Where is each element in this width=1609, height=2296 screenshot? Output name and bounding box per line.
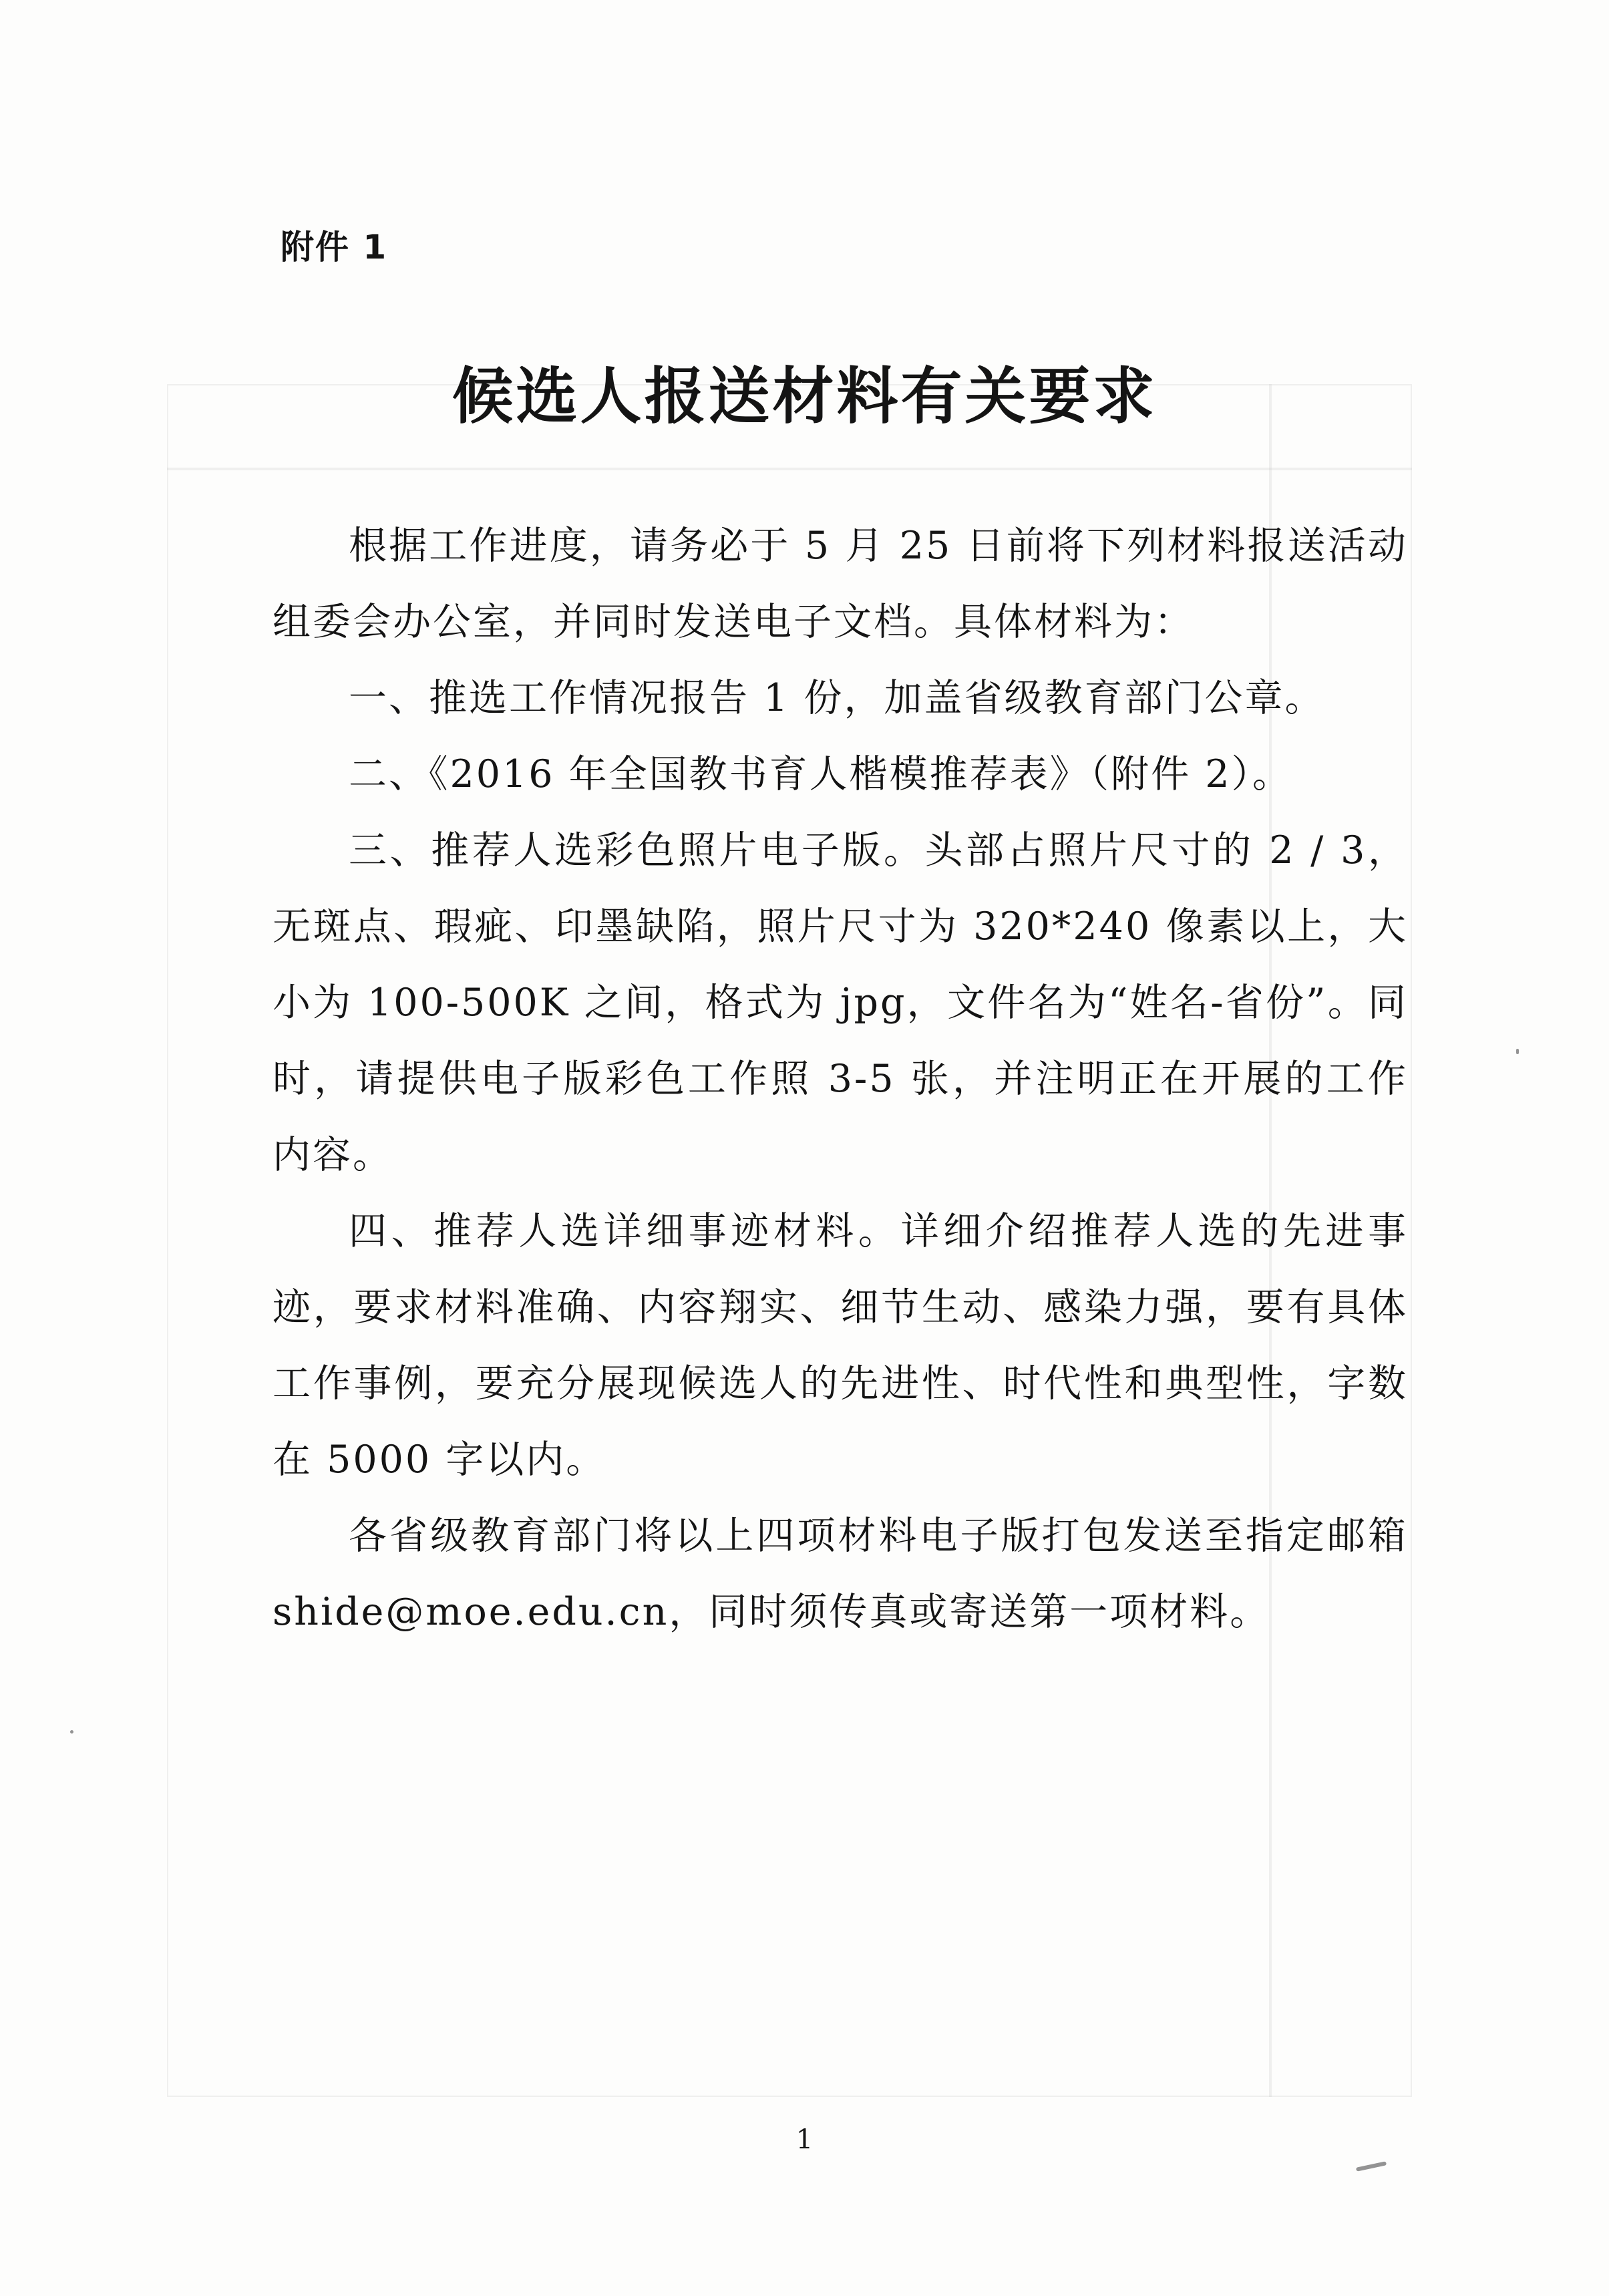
paragraph-closing: 各省级教育部门将以上四项材料电子版打包发送至指定邮箱 shide@moe.edu.cn，同时须传真或寄送第一项材料。 xyxy=(273,1514,1408,1634)
paragraph-item-3: 三、推荐人选彩色照片电子版。头部占照片尺寸的 2 / 3，无斑点、瑕疵、印墨缺陷，照片尺寸为 320*240 像素以上，大小为 100-500K 之间，格式为 jpg，文件名为“姓名-省份”。同时，请提供电子版彩色工作照 3-5 张，并注明正在开展的工作内容。 xyxy=(273,828,1408,1177)
paragraph-item-1: 一、推选工作情况报告 1 份，加盖省级教育部门公章。 xyxy=(349,676,1325,720)
paragraph-intro: 根据工作进度，请务必于 5 月 25 日前将下列材料报送活动组委会办公室，并同时发送电子文档。具体材料为： xyxy=(273,524,1408,644)
document-body xyxy=(273,508,1408,1650)
attachment-label: 附件 1 xyxy=(281,228,388,267)
scan-speck xyxy=(70,1730,73,1734)
paragraph-item-4: 四、推荐人选详细事迹材料。详细介绍推荐人选的先进事迹，要求材料准确、内容翔实、细节生动、感染力强，要有具体工作事例，要充分展现候选人的先进性、时代性和典型性，字数在 5000 字以内。 xyxy=(273,1209,1408,1482)
page-number: 1 xyxy=(795,2124,814,2155)
scan-speck xyxy=(1356,2161,1387,2171)
document-title: 候选人报送材料有关要求 xyxy=(452,361,1157,432)
bleed-through-row-line xyxy=(167,468,1412,470)
scan-speck xyxy=(1516,1049,1519,1054)
paragraph-item-2: 二、《2016 年全国教书育人楷模推荐表》（附件 2）。 xyxy=(349,752,1293,796)
